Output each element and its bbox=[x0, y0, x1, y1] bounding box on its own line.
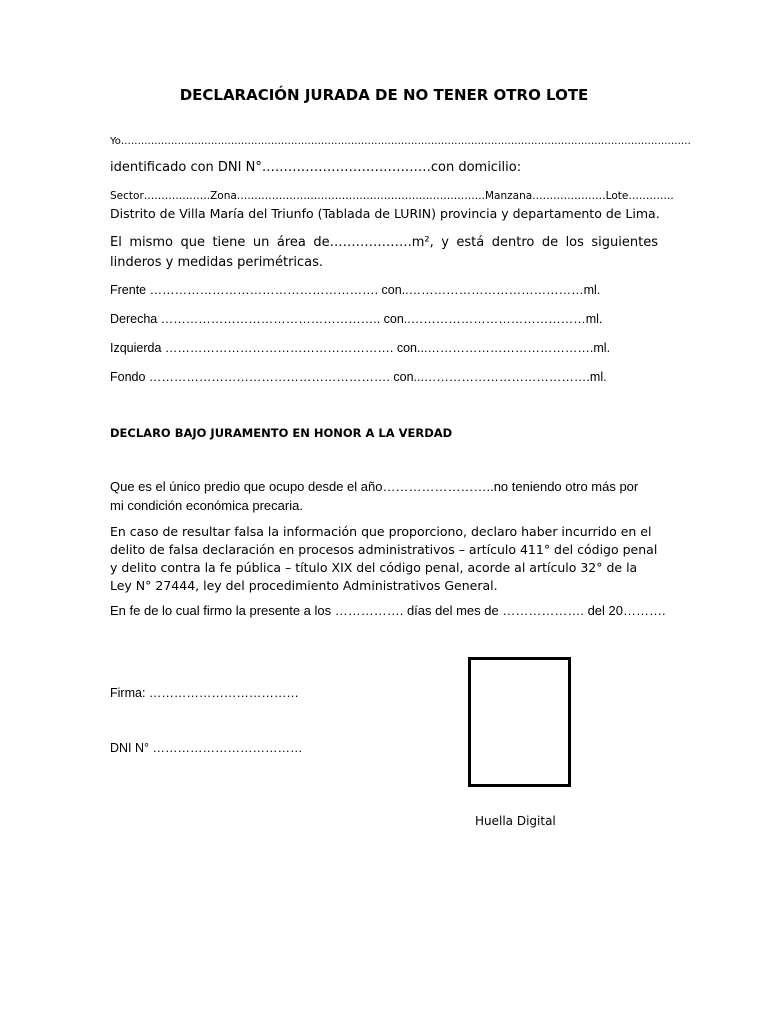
firma-line: Firma: ……………………………… bbox=[110, 686, 299, 700]
lindero-frente: Frente ………………………………………………. con..……………………………………ml. bbox=[110, 283, 601, 297]
lindero-izquierda: Izquierda ………………………………………………. con...………………………………….ml. bbox=[110, 341, 611, 355]
falsedad-paragraph: En caso de resultar falsa la información que proporciono, declaro haber incurrido en el delito de falsa declaración en procesos administrativos – artículo 411° del código penal y delito contra la fe pública – título XIX del código penal, acorde al artículo 32° de la Ley N° 27444, ley del procedimiento Administrativos General. bbox=[110, 524, 658, 593]
fingerprint-box bbox=[468, 657, 571, 787]
fe-paragraph: En fe de lo cual firmo la presente a los ……………. días del mes de ………………. del 20………. bbox=[110, 603, 666, 618]
lindero-fondo: Fondo …………………………………………………. con...………………………………….ml. bbox=[110, 370, 607, 384]
dni-domicilio-line: identificado con DNI N°…………………………………con domicilio: bbox=[110, 160, 522, 175]
predio-paragraph: Que es el único predio que ocupo desde el año……………………..no teniendo otro más por mi condición económica precaria. bbox=[110, 479, 639, 513]
area-paragraph: El mismo que tiene un área de……………….m², y está dentro de los siguientes linderos y medidas perimétricas. bbox=[110, 235, 658, 270]
declaration-subtitle: DECLARO BAJO JURAMENTO EN HONOR A LA VERDAD bbox=[110, 426, 453, 440]
sector-zona-manzana-lote-line: Sector……………….Zona……………………………………………………………..Manzana…………………Lote…………. bbox=[110, 190, 674, 202]
distrito-line: Distrito de Villa María del Triunfo (Tablada de LURIN) provincia y departamento de Lima. bbox=[110, 206, 660, 221]
yo-line: Yo……………………………………………………………………………………………………………………………………………………… bbox=[110, 136, 691, 147]
dni-firma-line: DNI N° ……………………………… bbox=[110, 741, 303, 755]
document-title: DECLARACIÓN JURADA DE NO TENER OTRO LOTE bbox=[179, 86, 589, 104]
lindero-derecha: Derecha …………………………………………….. con..……………………………………ml. bbox=[110, 312, 603, 326]
fingerprint-label: Huella Digital bbox=[475, 814, 556, 828]
